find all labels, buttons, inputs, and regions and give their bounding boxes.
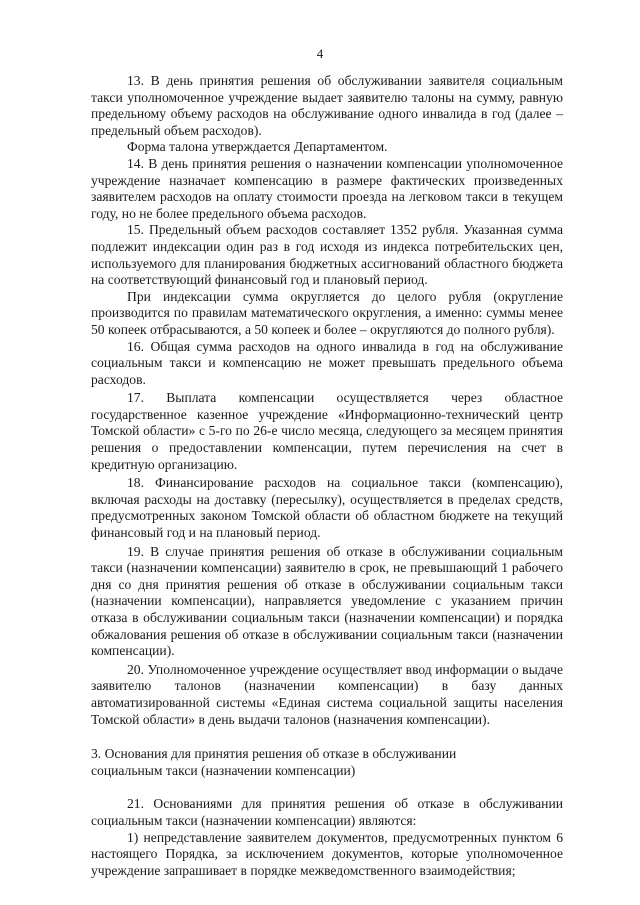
paragraph-21-item-1: 1) непредставление заявителем документов, предусмотренных пунктом 6 настоящего Порядка, за исключением документов, которые уполномоченное учреждение запрашивает в порядке межведомственного взаимодействия; [91,829,563,878]
paragraph-15-rounding: При индексации сумма округляется до целого рубля (округление производится по правилам математического округления, а именно: суммы менее 50 копеек отбрасываются, а 50 копеек и более – округляются до полного рубля). [91,288,563,337]
document-body [91,73,563,879]
paragraph-20: 20. Уполномоченное учреждение осуществляет ввод информации о выдаче заявителю талонов (назначении компенсации) в базу данных автоматизированной системы «Единая система социальной защиты населения Томской области» в день выдачи талонов (назначения компенсации). [91,661,563,727]
paragraph-18: 18. Финансирование расходов на социальное такси (компенсацию), включая расходы на доставку (пересылку), осуществляется в пределах средств, предусмотренных законом Томской области об областном бюджете на текущий финансовый год и на плановый период. [91,475,563,541]
section-heading-line-1: 3. Основания для принятия решения об отказе в обслуживании [91,746,457,762]
paragraph-14: 14. В день принятия решения о назначении компенсации уполномоченное учреждение назначает компенсацию в размере фактических произведенных заявителем расходов на оплату стоимости проезда на легковом такси в текущем году, но не более предельного объема расходов. [91,155,563,221]
paragraph-21: 21. Основаниями для принятия решения об отказе в обслуживании социальным такси (назначении компенсации) являются: [91,796,563,828]
section-heading-line-2: социальным такси (назначении компенсации) [91,762,356,778]
paragraph-19: 19. В случае принятия решения об отказе в обслуживании социальным такси (назначении компенсации) заявителю в срок, не превышающий 1 рабочего дня со дня принятия решения об отказе в обслуживании социальным такси (назначении компенсации), направляется уведомление с указанием причин отказа в обслуживании социальным такси (назначении компенсации) и порядка обжалования решения об отказе в обслуживании социальным такси (назначении компенсации). [91,543,563,659]
paragraph-13: 13. В день принятия решения об обслуживании заявителя социальным такси уполномоченное учреждение выдает заявителю талоны на сумму, равную предельному объему расходов на обслуживание одного инвалида в год (далее – предельный объем расходов). [91,73,563,138]
page-number: 4 [316,46,324,61]
paragraph-15: 15. Предельный объем расходов составляет 1352 рубля. Указанная сумма подлежит индексации один раз в год исходя из индекса потребительских цен, используемого для планирования бюджетных ассигнований областного бюджета на соответствующий финансовый год и плановый период. [91,222,563,288]
paragraph-13-talon-form: Форма талона утверждается Департаментом. [127,139,388,155]
paragraph-16: 16. Общая сумма расходов на одного инвалида в год на обслуживание социальным такси и компенсацию не может превышать предельного объема расходов. [91,338,563,387]
section-heading [91,746,563,779]
paragraph-17: 17. Выплата компенсации осуществляется через областное государственное казенное учреждение «Информационно-технический центр Томской области» с 5-го по 26-е число месяца, следующего за месяцем принятия решения о предоставлении компенсации, путем перечисления на счет в кредитную организацию. [91,390,563,472]
